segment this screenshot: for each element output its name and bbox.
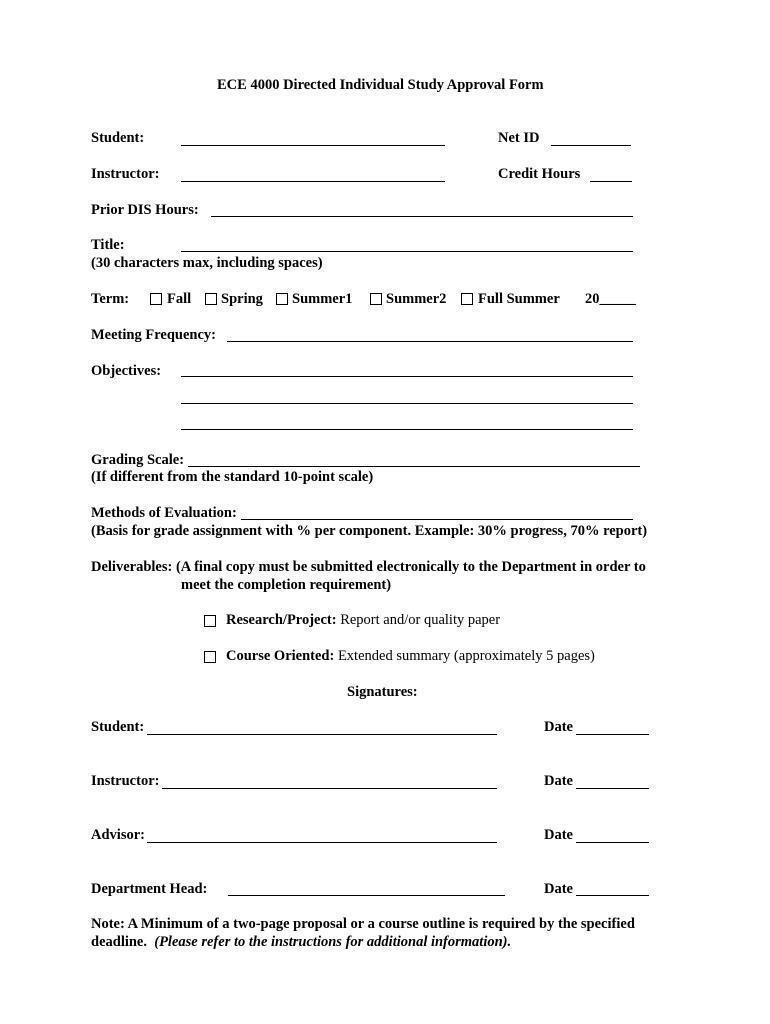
prior-dis-hours-field[interactable] [211,216,633,217]
note-line-1: Note: A Minimum of a two-page proposal or a course outline is required by the specified [91,916,635,932]
credit-hours-label: Credit Hours [498,166,581,182]
grading-scale-label: Grading Scale: [91,452,185,468]
grading-scale-note: (If different from the standard 10-point scale) [91,469,374,485]
note-line-2 [91,933,511,951]
signature-dept-head-date-label: Date [544,881,573,897]
term-spring-label: Spring [221,291,263,307]
deliverables-line-1: Deliverables: (A final copy must be submitted electronically to the Department in order to [91,559,646,575]
objectives-line-1[interactable] [181,376,633,377]
signature-instructor-date-label: Date [544,773,573,789]
title-label: Title: [91,237,125,253]
grading-scale-field[interactable] [188,466,640,467]
term-summer1-checkbox[interactable] [276,293,288,305]
objectives-line-3[interactable] [181,429,633,430]
methods-label: Methods of Evaluation: [91,505,237,521]
course-oriented-label: Course Oriented: [226,648,335,664]
meeting-frequency-label: Meeting Frequency: [91,327,216,343]
course-oriented-desc: Extended summary (approximately 5 pages) [337,648,595,664]
title-note: (30 characters max, including spaces) [91,255,323,271]
term-summer2-label: Summer2 [386,291,447,307]
signature-advisor-field[interactable] [147,842,497,843]
research-project-option [226,611,500,629]
instructor-name-field[interactable] [181,181,445,182]
net-id-label: Net ID [498,130,540,146]
term-full-summer-checkbox[interactable] [461,293,473,305]
signature-advisor-label: Advisor: [91,827,145,843]
note-instructions-reference: (Please refer to the instructions for additional information). [154,934,512,950]
deliverables-line-2: meet the completion requirement) [181,577,392,593]
signature-dept-head-label: Department Head: [91,881,208,897]
signature-advisor-date-field[interactable] [576,842,649,843]
signature-student-field[interactable] [147,734,497,735]
signature-advisor-date-label: Date [544,827,573,843]
objectives-line-2[interactable] [181,403,633,404]
research-project-checkbox[interactable] [204,615,216,627]
methods-note: (Basis for grade assignment with % per component. Example: 30% progress, 70% report) [91,523,648,539]
term-full-summer-label: Full Summer [478,291,560,307]
form-title: ECE 4000 Directed Individual Study Approval Form [217,77,544,93]
student-label: Student: [91,130,145,146]
research-project-desc: Report and/or quality paper [340,612,501,628]
instructor-label: Instructor: [91,166,160,182]
note-deadline-text: deadline. [91,934,147,950]
signature-instructor-field[interactable] [162,788,497,789]
signature-student-label: Student: [91,719,145,735]
objectives-label: Objectives: [91,363,162,379]
term-fall-checkbox[interactable] [150,293,162,305]
term-spring-checkbox[interactable] [205,293,217,305]
student-name-field[interactable] [181,145,445,146]
credit-hours-field[interactable] [590,181,632,182]
course-oriented-checkbox[interactable] [204,651,216,663]
net-id-field[interactable] [551,145,631,146]
signature-dept-head-date-field[interactable] [576,895,649,896]
research-project-label: Research/Project: [226,612,337,628]
term-summer1-label: Summer1 [292,291,353,307]
signature-student-date-field[interactable] [576,734,649,735]
term-label: Term: [91,291,130,307]
signature-dept-head-field[interactable] [228,895,505,896]
signature-instructor-date-field[interactable] [576,788,649,789]
methods-field[interactable] [241,519,633,520]
term-summer2-checkbox[interactable] [370,293,382,305]
signature-student-date-label: Date [544,719,573,735]
title-field[interactable] [181,251,633,252]
meeting-frequency-field[interactable] [227,341,633,342]
course-oriented-option [226,647,595,665]
prior-dis-hours-label: Prior DIS Hours: [91,202,199,218]
signature-instructor-label: Instructor: [91,773,160,789]
term-fall-label: Fall [167,291,192,307]
term-year-field[interactable]: 20_____ [585,291,636,307]
signatures-heading: Signatures: [347,684,418,700]
